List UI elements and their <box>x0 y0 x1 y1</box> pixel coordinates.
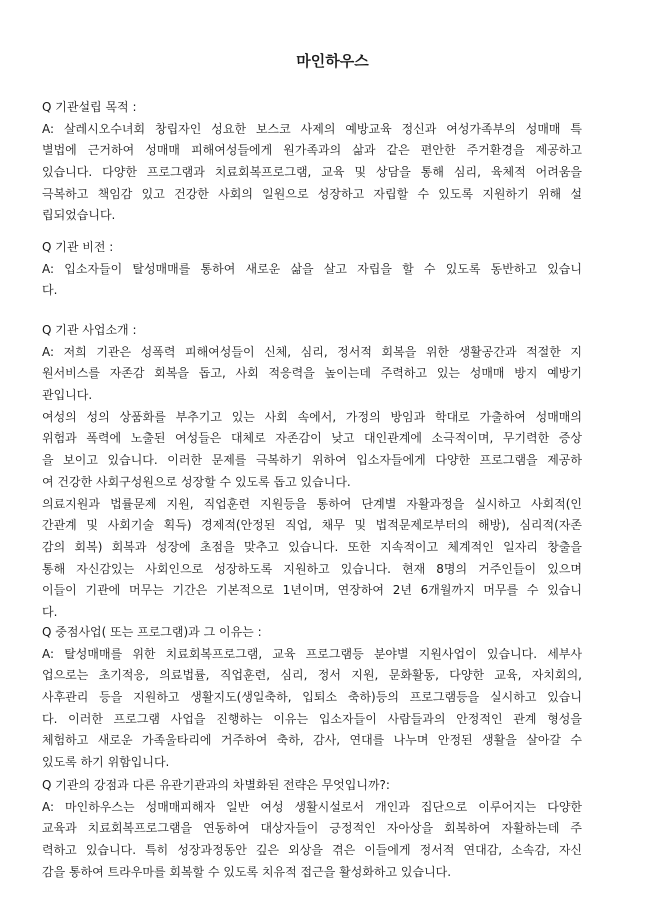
section-question: Q 기관 비전 : <box>42 240 114 254</box>
answer-line: 교육과 치료회복프로그램을 연동하여 대상자들이 긍정적인 자아상을 회복하여 자활하는데 주 <box>42 821 582 836</box>
answer-line: 이들이 기관에 머무는 기간은 기본적으로 1년이며, 연장하여 2년 6개월까지 머무를 수 있습니 <box>42 583 582 598</box>
answer-line: 다. 이러한 프로그램 사업을 진행하는 이유는 입소자들이 사람들과의 안정적인 관계 형성을 <box>42 711 582 726</box>
answer-line: 립되었습니다. <box>42 208 116 223</box>
answer-line: 위험과 폭력에 노출된 여성들은 대체로 자존감이 낮고 대인관계에 소극적이며, 무기력한 증상 <box>42 431 582 446</box>
answer-line: 감을 통하여 트라우마를 회복할 수 있도록 치유적 접근을 활성화하고 있습니다. <box>42 864 452 879</box>
answer-line: 사후관리 등을 지원하고 생활지도(생일축하, 입퇴소 축하)등의 프로그램등을 실시하고 있습니 <box>42 690 582 705</box>
answer-line: 통해 자신감있는 사회인으로 성장하도록 지원하고 있습니다. 현재 8명의 거주인들이 있으며 <box>42 561 582 576</box>
section-question: Q 중점사업( 또는 프로그램)과 그 이유는 : <box>42 625 262 639</box>
qa-section <box>42 237 582 302</box>
answer-line: 체험하고 새로운 가족울타리에 거주하여 축하, 감사, 연대를 나누며 안정된 생활을 살아갈 수 <box>42 733 582 748</box>
answer-line: 관입니다. <box>42 388 93 403</box>
document-title: 마인하우스 <box>296 52 369 70</box>
answer-line: 원서비스를 자존감 회복을 돕고, 사회 적응력을 높이는데 주력하고 있는 성매매 방지 예방기 <box>42 366 582 381</box>
answer-line: 극복하고 책임감 있고 건강한 사회의 일원으로 성장하고 자립할 수 있도록 지원하기 위해 설 <box>42 186 582 201</box>
qa-section <box>42 622 582 774</box>
answer-line: 있습니다. 다양한 프로그램과 치료회복프로그램, 교육 및 상담을 통해 심리, 육체적 어려움을 <box>42 165 582 180</box>
answer-line: 의료지원과 법률문제 지원, 직업훈련 지원등을 통하여 단계별 자활과정을 실시하고 사회적(인 <box>42 496 582 511</box>
answer-line: 간관계 및 사회기술 획득) 경제적(안정된 직업, 채무 및 법적문제로부터의 해방), 심리적(자존 <box>42 518 582 533</box>
section-question: Q 기관의 강점과 다른 유관기관과의 차별화된 전략은 무엇입니까?: <box>42 778 390 792</box>
qa-section <box>42 775 582 883</box>
answer-line: A: 탈성매매를 위한 치료회복프로그램, 교육 프로그램등 분야별 지원사업이 있습니다. 세부사 <box>42 646 582 661</box>
answer-line: 별법에 근거하여 성매매 피해여성들에게 원가족과의 삶과 같은 편안한 주거환경을 제공하고 <box>42 143 582 158</box>
section-question: Q 기관 사업소개 : <box>42 323 137 337</box>
answer-line: 다. <box>42 283 58 298</box>
answer-line: 여성의 성의 상품화를 부추기고 있는 사회 속에서, 가정의 방임과 학대로 가출하여 성매매의 <box>42 409 582 424</box>
answer-line: A: 마인하우스는 성매매피해자 일반 여성 생활시설로서 개인과 집단으로 이루어지는 다양한 <box>42 799 582 814</box>
answer-line: 력하고 있습니다. 특히 성장과정동안 깊은 외상을 겪은 이들에게 정서적 연대감, 소속감, 자신 <box>42 843 582 858</box>
qa-section <box>42 320 582 624</box>
answer-line: 을 보이고 있습니다. 이러한 문제를 극복하기 위하여 입소자들에게 다양한 프로그램을 제공하 <box>42 453 582 468</box>
answer-line: A: 저희 기관은 성폭력 피해여성들이 신체, 심리, 정서적 회복을 위한 생활공간과 적절한 지 <box>42 344 582 359</box>
answer-line: A: 입소자들이 탈성매매를 통하여 새로운 삶을 살고 자립을 할 수 있도록 동반하고 있습니 <box>42 261 582 276</box>
answer-line: 업으로는 초기적응, 의료법률, 직업훈련, 심리, 정서 지원, 문화활동, 다양한 교육, 자치회의, <box>42 668 582 683</box>
answer-line: 여 건강한 사회구성원으로 성장할 수 있도록 돕고 있습니다. <box>42 474 351 489</box>
answer-line: 다. <box>42 604 58 619</box>
answer-line: 감의 회복) 회복과 성장에 초점을 맞추고 있습니다. 또한 지속적이고 체계적인 일자리 창출을 <box>42 539 582 554</box>
answer-line: A: 살레시오수녀회 창립자인 성요한 보스코 사제의 예방교육 정신과 여성가족부의 성매매 특 <box>42 121 582 136</box>
answer-line: 있도록 하기 위함입니다. <box>42 755 170 770</box>
qa-section <box>42 97 582 227</box>
section-question: Q 기관설립 목적 : <box>42 100 137 114</box>
